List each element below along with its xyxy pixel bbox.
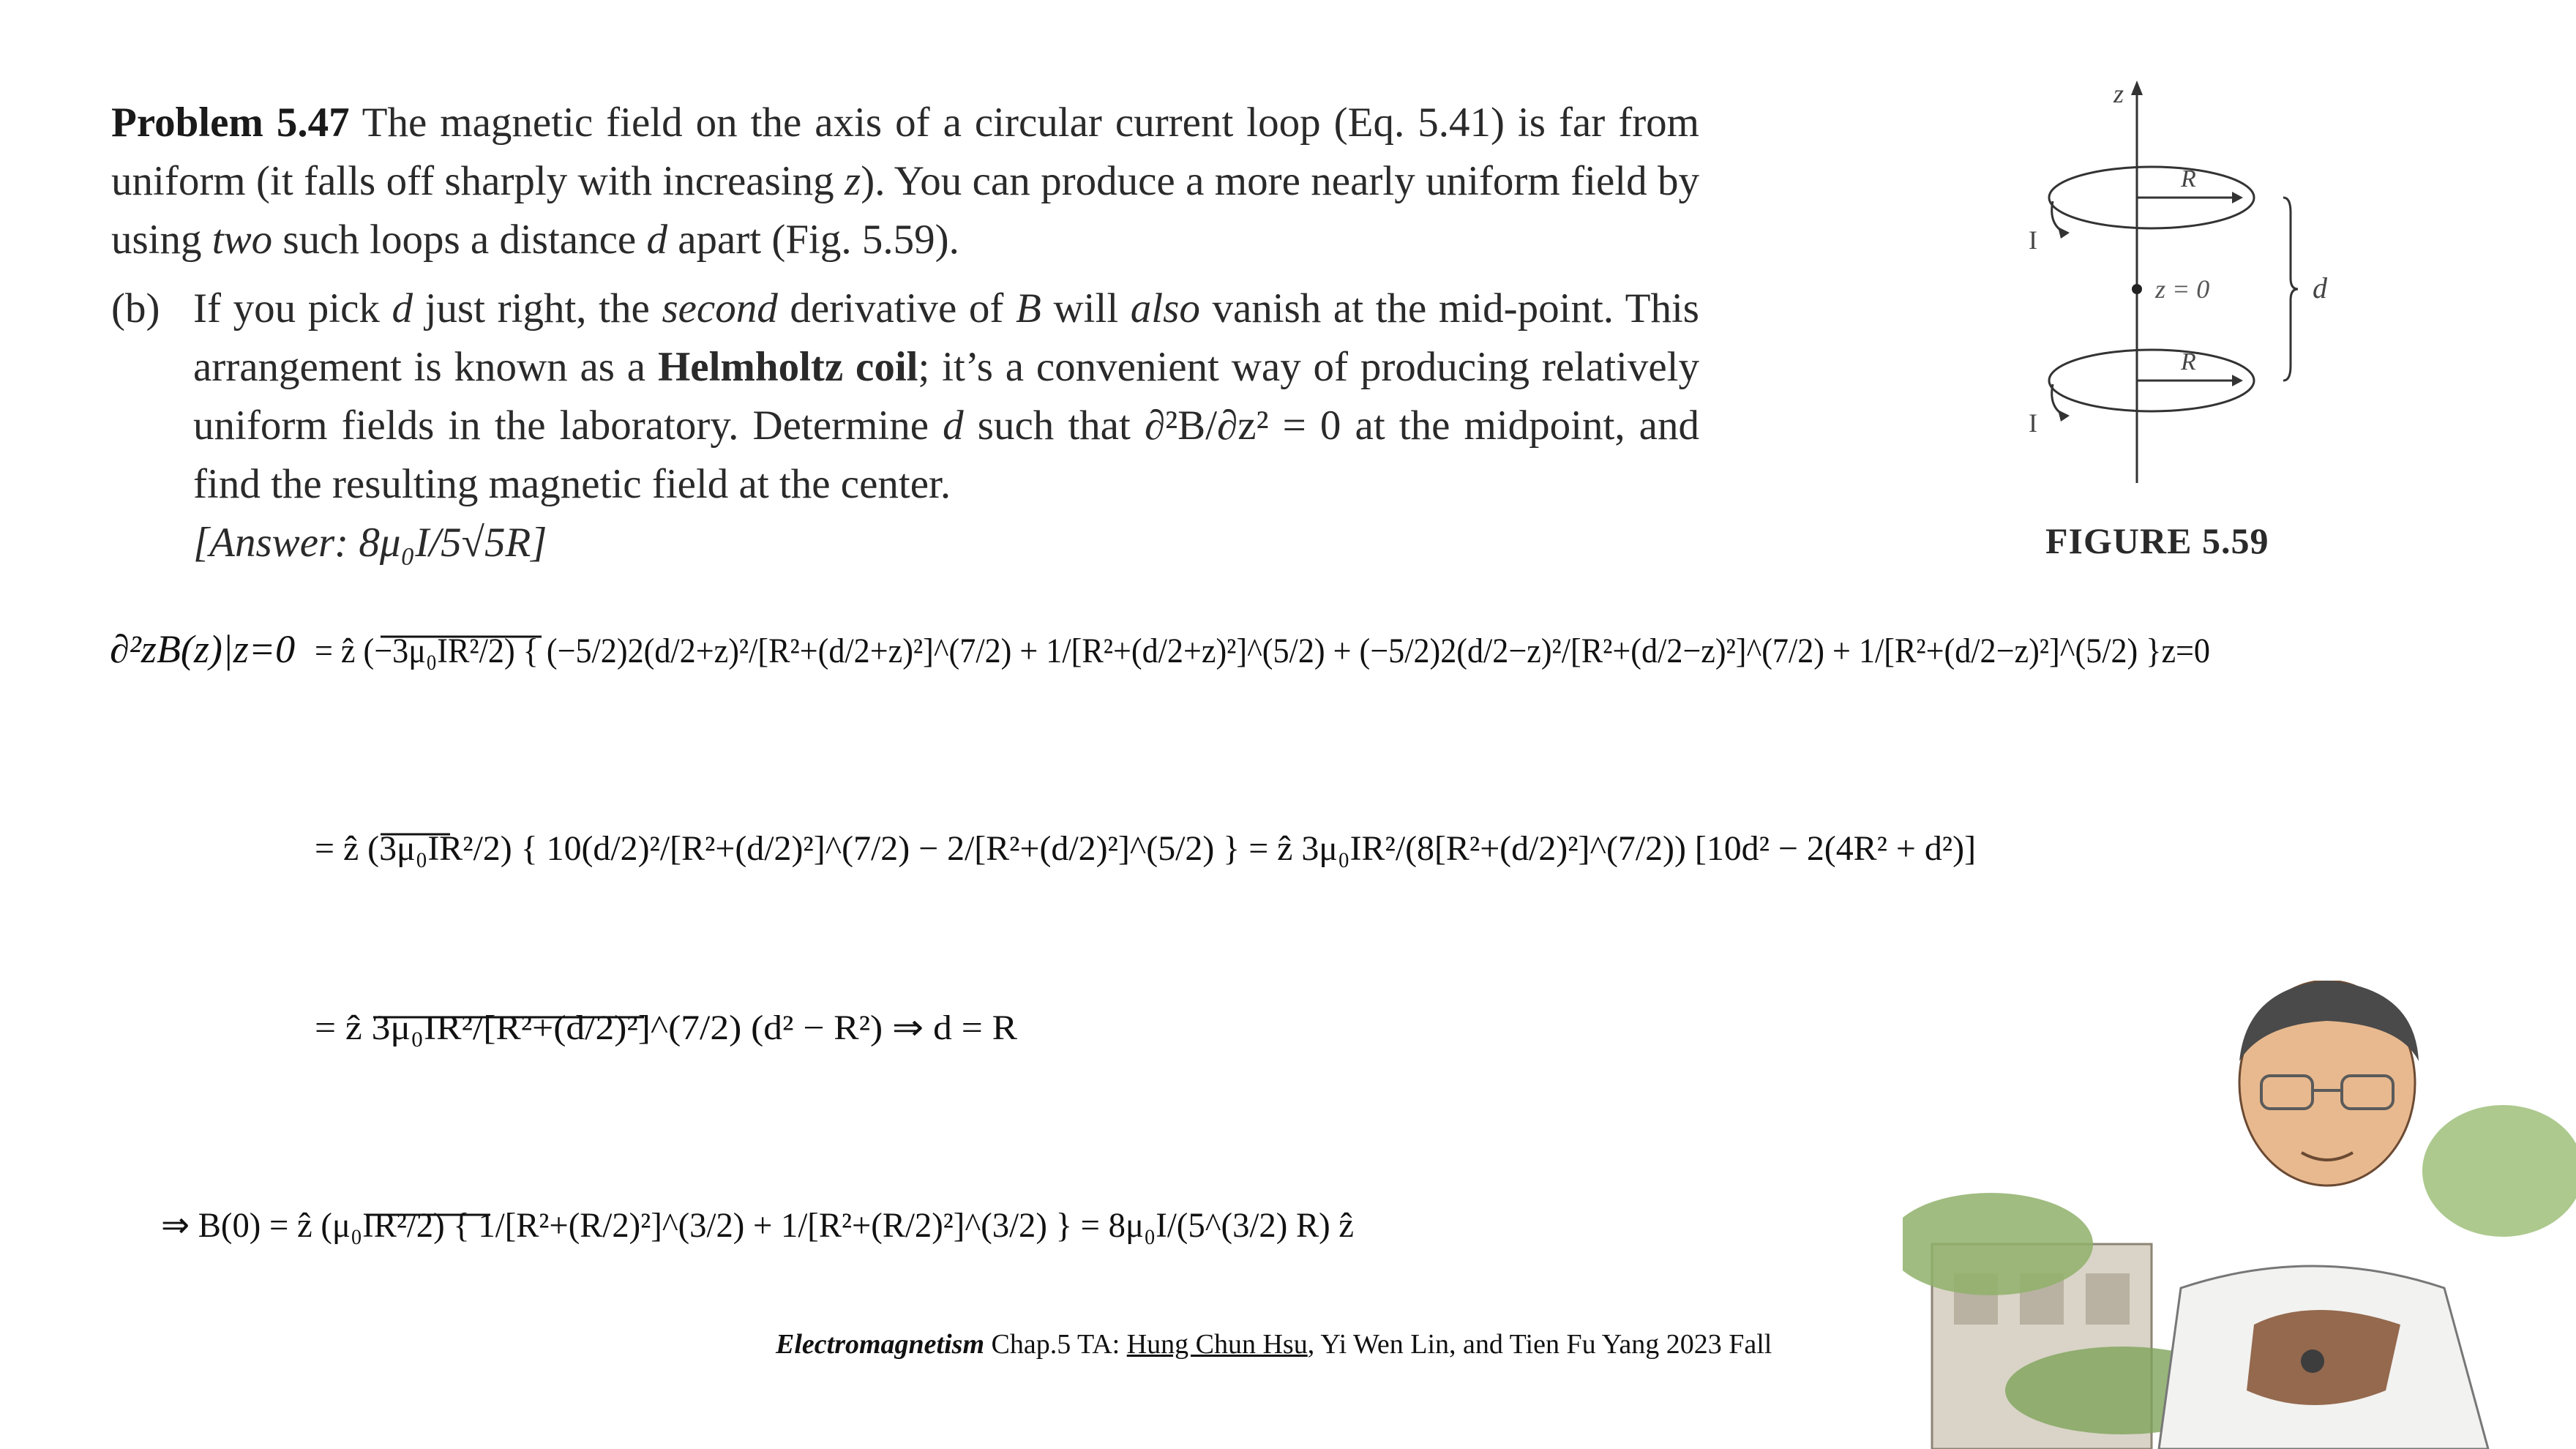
current-label-upper: I (2029, 225, 2037, 255)
var-d: d (646, 217, 667, 263)
answer: [Answer: 8μ₀I/5√5R] (193, 520, 547, 566)
var-d: d (392, 285, 413, 332)
part-text: derivative of (777, 285, 1016, 332)
part-text: such that ∂²B/∂z² = 0 at the midpoint, and find the resulting magnetic field at the center. (193, 402, 1699, 507)
radius-label-upper: R (2181, 165, 2196, 192)
ta-cartoon-illustration (1903, 981, 2576, 1449)
current-label-lower: I (2029, 408, 2037, 438)
eq4: ⇒ B(0) = ẑ (μ₀IR²/2) { 1/[R²+(R/2)²]^(3/2) + 1/[R²+(R/2)²]^(3/2) } = 8μ₀I/(5^(3/2) R) ẑ (161, 1206, 1354, 1245)
emph-two: two (211, 217, 273, 263)
helmholtz-term: Helmholtz coil (657, 344, 918, 390)
problem-text: such loops a distance (272, 217, 647, 263)
footer-text: , Yi Wen Lin, and Tien Fu Yang 2023 Fall (1307, 1329, 1772, 1360)
footer-text: Chap.5 TA: (984, 1329, 1127, 1360)
part-text: just right, the (413, 285, 662, 332)
problem-number: Problem 5.47 (111, 100, 350, 146)
midpoint-label: z = 0 (2155, 274, 2210, 304)
part-text: will (1041, 285, 1131, 332)
emph-also: also (1130, 285, 1200, 332)
part-text: If you pick (193, 285, 392, 332)
radius-label-lower: R (2181, 348, 2196, 375)
eq1-rhs: = ẑ (−3μ₀IR²/2) { (−5/2)2(d/2+z)²/[R²+(d/2+z)²]^(7/2) + 1/[R²+(d/2+z)²]^(5/2) + (−5/2)2(d/2−z)²/[R²+(d/2−z)²]^(7/2) + 1/[R²+(d/2−z)²]^(5/2) }z=0 (315, 632, 2210, 670)
problem-text: apart (Fig. 5.59). (667, 217, 959, 263)
part-text: ; it’s a convenient way of producing relatively uniform fields in the laboratory. Determine (193, 344, 1699, 449)
problem-text: ). You can produce a more nearly uniform field by using (111, 158, 1699, 263)
eq2: = ẑ (3μ₀IR²/2) { 10(d/2)²/[R²+(d/2)²]^(7/2) − 2/[R²+(d/2)²]^(5/2) } = ẑ 3μ₀IR²/(8[R²+(d/2)²]^(7/2)) [10d² − 2(4R² + d²)] (315, 829, 1976, 868)
eq3: = ẑ 3μ₀IR²/[R²+(d/2)²]^(7/2) (d² − R²) ⇒ d = R (315, 1008, 1017, 1047)
distance-label: d (2313, 272, 2327, 304)
axis-label: z (2113, 79, 2124, 108)
emph-second: second (662, 285, 778, 332)
course-title: Electromagnetism (776, 1329, 984, 1360)
var-z: z (845, 158, 861, 204)
eq1-lhs: ∂²zB(z)|z=0 (110, 627, 296, 671)
ta-name-underlined: Hung Chun Hsu (1126, 1329, 1308, 1360)
var-B: B (1016, 285, 1041, 332)
part-text: vanish at the mid-point. This arrangement is known as a (193, 285, 1699, 390)
part-tag: (b) (111, 285, 160, 332)
figure-caption: FIGURE 5.59 (2045, 520, 2269, 561)
footer-credit (776, 1328, 1772, 1360)
var-d: d (943, 402, 964, 449)
problem-text: The magnetic field on the axis of a circular current loop (Eq. 5.41) is far from uniform (it falls off sharply with increasing (111, 100, 1700, 204)
